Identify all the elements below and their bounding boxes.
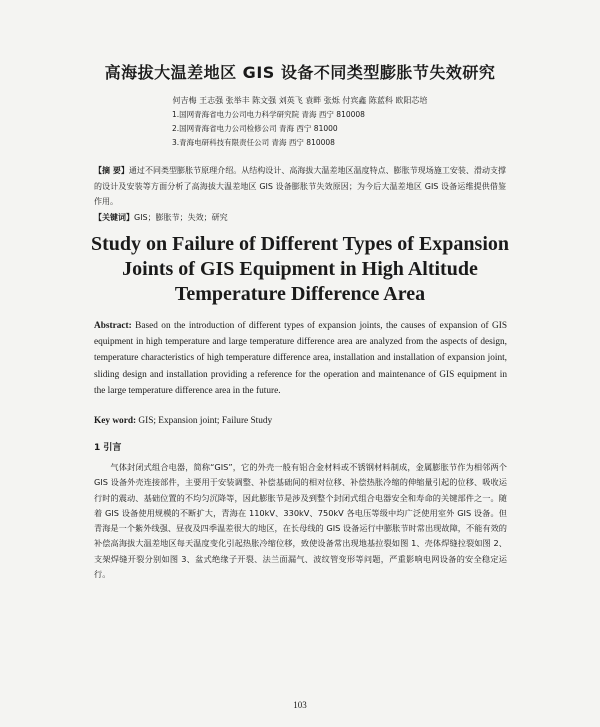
english-keywords <box>94 416 507 426</box>
english-title <box>0 232 600 307</box>
english-abstract-text: Based on the introduction of different types of expansion joints, the causes of expansion of GIS equipment in high temperature and large temperature difference area are analyzed from the aspects of design, temperature characteristics of high temperature difference area, installation and installation of expansion joint, sliding design and installation providing a reference for the operation and maintenance of GIS equipment in the large temperature difference area in the future. <box>94 321 507 396</box>
page-number: 103 <box>293 700 307 710</box>
body-paragraph: 气体封闭式组合电器，简称“GIS”，它的外壳一般有铝合金材料或不锈钢材料制成，金属膨胀节作为相邻两个 GIS 设备外壳连接部件，主要用于安装调整、补偿基础间的相对位移、补偿热胀冷缩的伸缩量引起的位移、吸收运行时的震动、基础位置的不均匀沉降等，因此膨胀节是涉及到整个封闭式组合电器安全和寿命的关键部件之一。随着 GIS 设备使用规模的不断扩大，青海在 110kV、330kV、750kV 各电压等级中均广泛使用室外 GIS 设备。但青海是一个紫外线强、昼夜及四季温差很大的地区，在长母线的 GIS 设备运行中膨胀节时常出现故障，不能有效的补偿高海拔大温差地区每天温度变化引起热胀冷缩位移，致使设备常出现地基拉裂如图 1、壳体焊缝拉裂如图 2、支架焊缝开裂分别如图 3、盆式绝缘子开裂、法兰面漏气、波纹管变形等问题，严重影响电网设备的安全稳定运行。 <box>94 462 507 580</box>
chinese-title: 高海拔大温差地区 GIS 设备不同类型膨胀节失效研究 <box>104 63 496 82</box>
abstract-label: 【摘 要】 <box>94 166 129 175</box>
chinese-abstract <box>94 163 506 225</box>
english-keywords-label: Key word: <box>94 416 137 426</box>
author-list: 何吉梅 王志强 张举丰 陈文强 刘英飞 袁畔 张烁 付宾鑫 陈蓝科 欧阳芯培 <box>172 96 428 105</box>
english-title-line-2: Joints of GIS Equipment in High Altitude <box>122 258 478 280</box>
section-heading: 1 引言 <box>94 443 122 453</box>
english-keywords-text: GIS; Expansion joint; Failure Study <box>136 416 273 426</box>
english-title-line-3: Temperature Difference Area <box>174 283 426 305</box>
english-abstract <box>94 318 507 399</box>
affiliation-2: 2.国网青海省电力公司检修公司 青海 西宁 81000 <box>172 124 338 133</box>
english-abstract-label: Abstract: <box>94 321 132 331</box>
affiliation-3: 3.青海电研科技有限责任公司 青海 西宁 810008 <box>172 138 335 147</box>
keywords-text: GIS；膨胀节；失效；研究 <box>134 212 228 222</box>
abstract-text: 通过不同类型膨胀节原理介绍。从结构设计、高海拔大温差地区温度特点、膨胀节现场施工安装、滑动支撑的设计及安装等方面分析了高海拔大温差地区 GIS 设备膨胀节失效原因；为今后大温差地区 GIS 设备运维提供借鉴作用。 <box>94 166 506 206</box>
keywords-label: 【关键词】 <box>94 212 134 222</box>
english-title-line-1: Study on Failure of Different Types of Expansion <box>90 233 510 255</box>
affiliation-1: 1.国网青海省电力公司电力科学研究院 青海 西宁 810008 <box>172 110 365 119</box>
